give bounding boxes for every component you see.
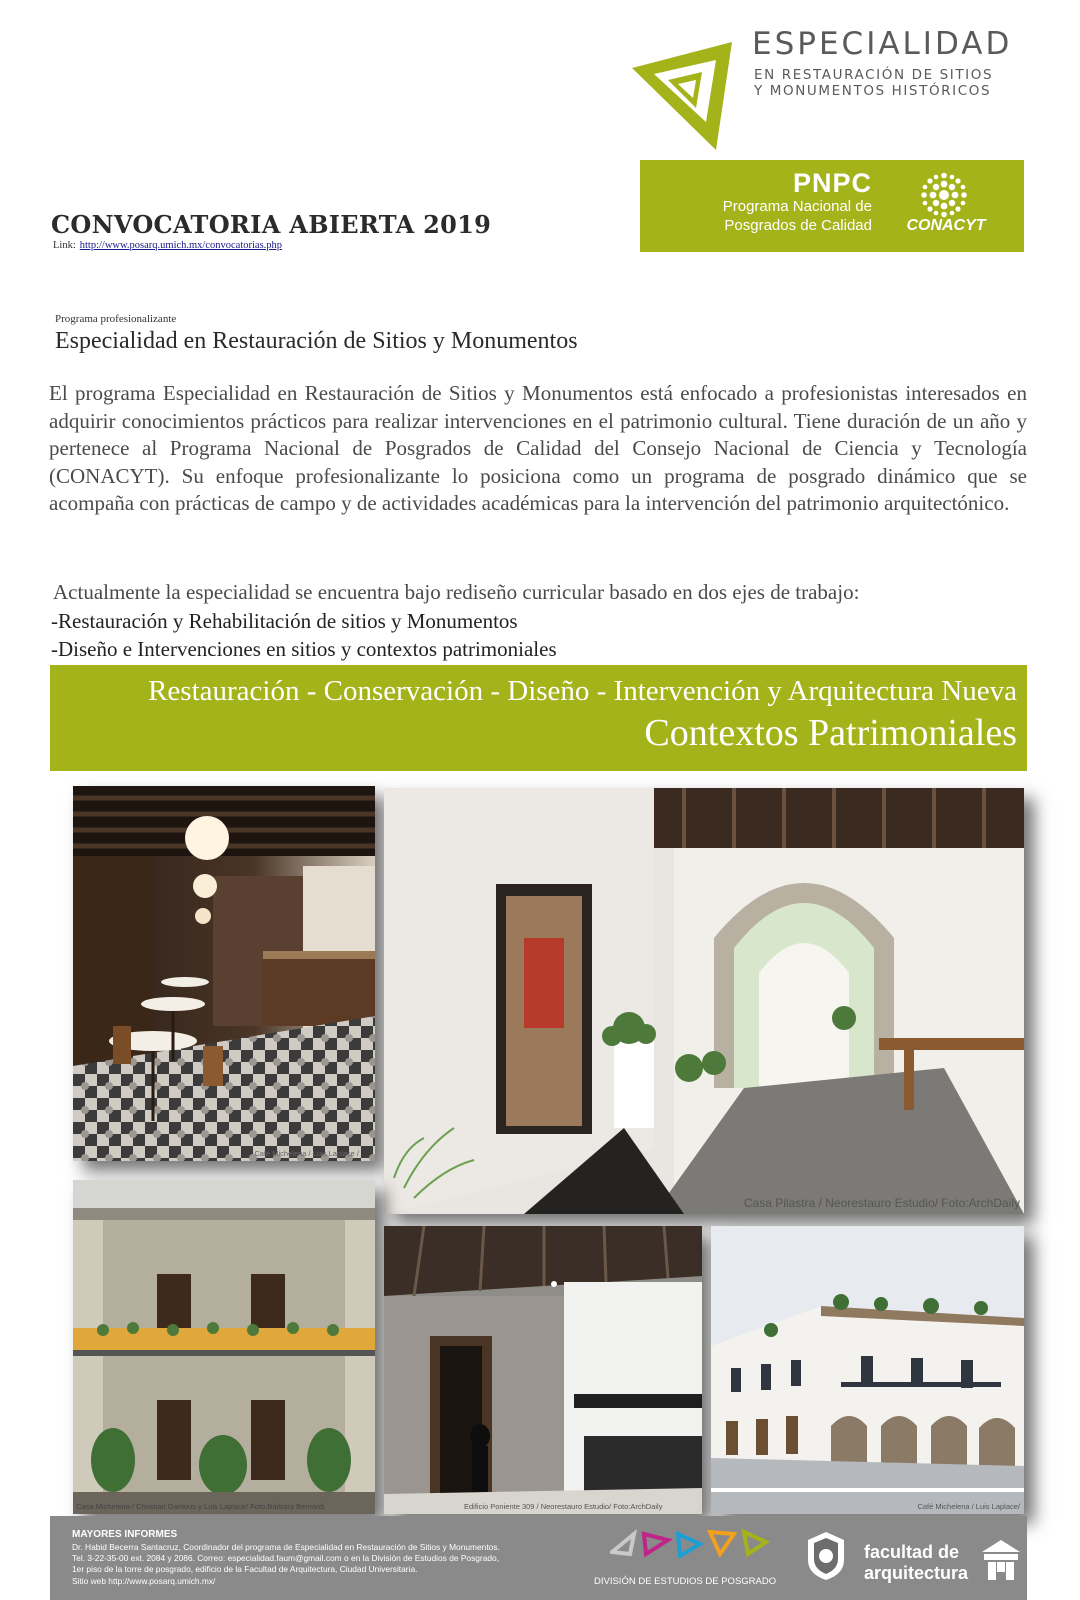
casa-michelena-image xyxy=(73,1180,375,1514)
banner-heading: Contextos Patrimoniales xyxy=(644,712,1017,754)
umsnh-seal-icon xyxy=(804,1530,848,1582)
brand-subtitle-1: EN RESTAURACIÓN DE SITIOS xyxy=(754,67,994,83)
convocatorias-link[interactable]: http://www.posarq.umich.mx/convocatorias.php xyxy=(79,240,283,251)
casa-pilastra-image xyxy=(384,788,1024,1214)
photo-caption: Café Michelena / Luis Laplace/ xyxy=(917,1502,1020,1511)
photo-caption: Casa Pilastra / Neorestauro Estudio/ Foto:ArchDaily xyxy=(743,1196,1020,1210)
photo-caption: Casa Michelena / Christian Gantous y Luis Laplace/ Foto:Bárbara Bernardi xyxy=(76,1502,325,1511)
footer-contact-line: Dr. Habid Becerra Santacruz, Coordinador del programa de Especialidad en Restauración de Sitios y Monumentos. xyxy=(72,1542,500,1552)
brand-subtitle-2: Y MONUMENTOS HISTÓRICOS xyxy=(754,83,992,99)
link-label: Link: xyxy=(53,240,76,251)
pnpc-box xyxy=(640,160,1024,252)
photo-cafe-exterior xyxy=(711,1226,1024,1514)
posgrado-triangles-logo-icon xyxy=(610,1528,770,1558)
topics-banner xyxy=(50,665,1027,771)
conacyt-label: CONACYT xyxy=(906,217,986,234)
banner-topics: Restauración - Conservación - Diseño - Intervención y Arquitectura Nueva xyxy=(148,675,1017,707)
photo-caption: Café Michelena / Luis Laplace / xyxy=(254,1149,359,1158)
pnpc-title: PNPC xyxy=(792,168,872,198)
axis-item: -Diseño e Intervenciones en sitios y contextos patrimoniales xyxy=(51,637,557,661)
axis-item: -Restauración y Rehabilitación de sitios y Monumentos xyxy=(51,609,518,633)
program-description: El programa Especialidad en Restauración de Sitios y Monumentos está enfocado a profesionistas interesados en adquirir conocimientos prácticos para realizar intervenciones en el patrimonio cultural. Tiene duración de un año y pertenece al Programa Nacional de Posgrados de Calidad del Consejo Nacional de Ciencia y Tecnología (CONACYT). Su enfoque profesionalizante lo posiciona como un programa de posgrado dinámico que se acompaña con prácticas de campo y de actividades académicas para la intervención del patrimonio arquitectónico. xyxy=(49,381,1027,515)
footer-contact-line: 1er piso de la torre de posgrado, edificio de la Facultad de Arquitectura, Ciudad Universitaria. xyxy=(72,1564,418,1574)
photo-caption: Edificio Poniente 309 / Neorestauro Estudio/ Foto:ArchDaily xyxy=(464,1502,663,1511)
pnpc-line-1: Programa Nacional de xyxy=(722,198,872,215)
cafe-exterior-image xyxy=(711,1226,1024,1514)
convocatoria-title: CONVOCATORIA ABIERTA 2019 xyxy=(51,210,492,239)
faculty-label-2: arquitectura xyxy=(864,1563,969,1583)
cafe-interior-image xyxy=(73,786,375,1161)
contact-footer xyxy=(50,1516,1027,1600)
division-label: DIVISIÓN DE ESTUDIOS DE POSGRADO xyxy=(594,1576,777,1587)
link-row xyxy=(53,240,282,251)
brand-title: ESPECIALIDAD xyxy=(752,26,1013,62)
edificio-poniente-image xyxy=(384,1226,702,1514)
footer-website[interactable]: Sitio web http://www.posarq.umich.mx/ xyxy=(72,1576,216,1586)
photo-casa-pilastra xyxy=(384,788,1024,1214)
faculty-building-icon xyxy=(982,1538,1020,1580)
photo-edificio-poniente xyxy=(384,1226,702,1514)
program-name: Especialidad en Restauración de Sitios y Monumentos xyxy=(55,328,578,354)
program-type: Programa profesionalizante xyxy=(55,313,177,325)
photo-casa-michelena xyxy=(73,1180,375,1514)
footer-contact-line: Tel. 3-22-35-00 ext. 2084 y 2086. Correo: especialidad.faum@gmail.com o en la División de Estudios de Posgrado, xyxy=(72,1553,500,1563)
faculty-label-1: facultad de xyxy=(864,1542,960,1562)
conacyt-emblem-icon xyxy=(920,172,968,218)
especialidad-triangle-logo xyxy=(632,42,742,150)
photo-cafe-interior xyxy=(73,786,375,1161)
footer-heading: MAYORES INFORMES xyxy=(72,1529,178,1540)
pnpc-line-2: Posgrados de Calidad xyxy=(724,217,872,234)
axes-intro: Actualmente la especialidad se encuentra bajo rediseño curricular basado en dos ejes de trabajo: xyxy=(53,580,860,604)
